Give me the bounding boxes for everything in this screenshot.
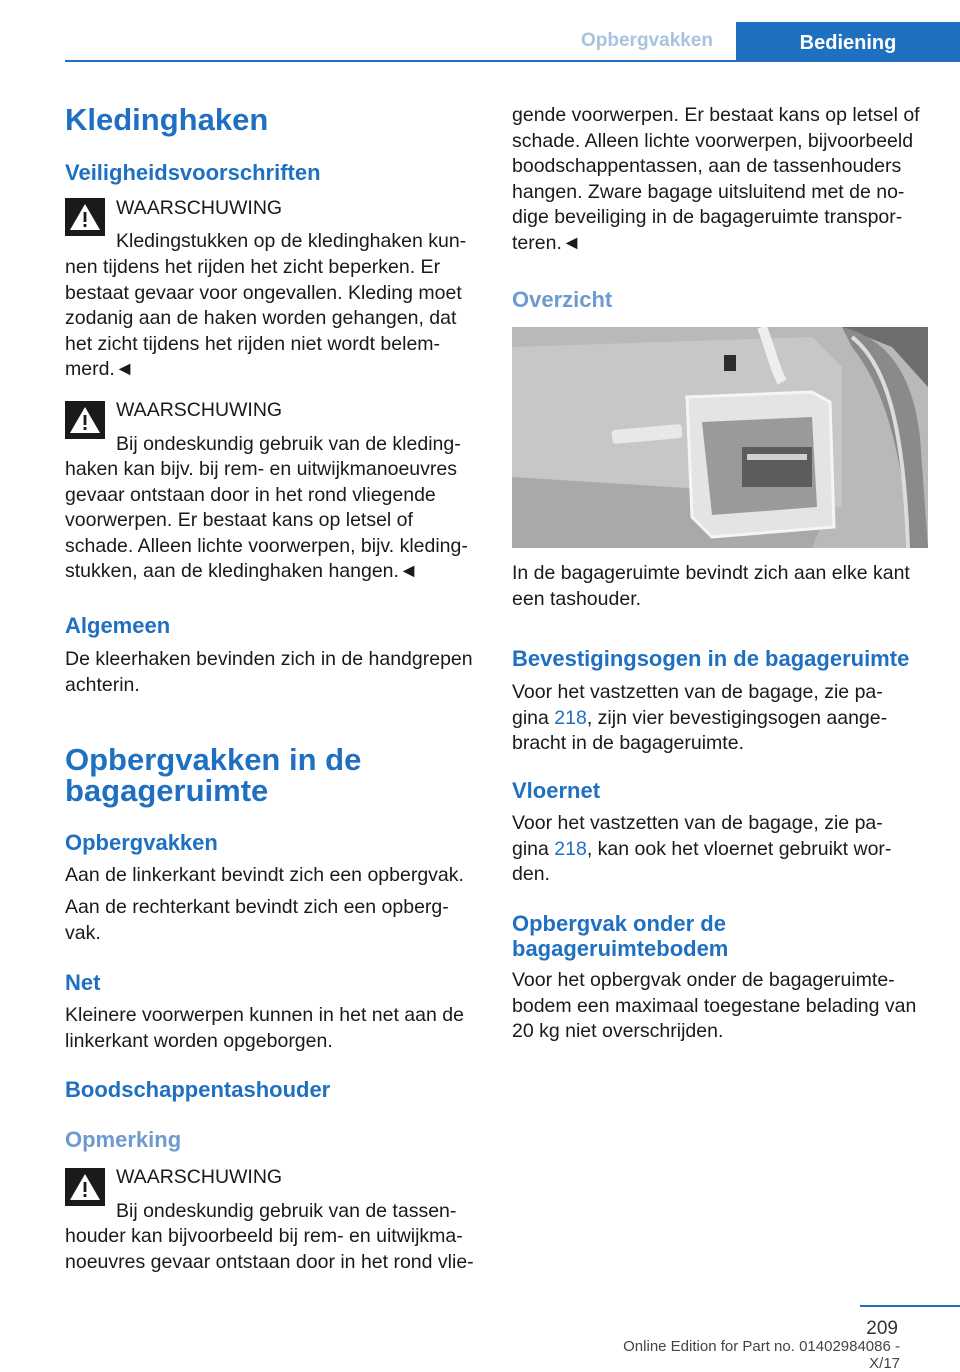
- paragraph-text: , zijn vier bevestigingsogen aange-bracht in de bagageruimte.: [512, 706, 888, 754]
- paragraph-opbergvakken-1: Aan de linkerkant bevindt zich een opbergvak.: [65, 864, 464, 886]
- page-number: 209: [866, 1318, 898, 1339]
- heading-opbergvak-onder-line1: Opbergvak onder de: [512, 911, 726, 936]
- heading-boodschappentashouder: Boodschappentashouder: [65, 1077, 331, 1102]
- heading-opbergvakken: Opbergvakken: [65, 830, 218, 855]
- warning-title: WAARSCHUWING: [116, 399, 283, 421]
- warning-text: haken kan bijv. bij rem- en uitwijkmanoeuvres gevaar ontstaan door in het rond vliegende voorwerpen. Er bestaat kans op letsel of schade. Alleen lichte voorwerpen, bijv. kleding-stukken, aan de kledinghaken hangen.◄: [65, 458, 468, 582]
- paragraph-opbergvak-onder: Voor het opbergvak onder de bagageruimte-bodem een maximaal toegestane belading van 20 kg niet overschrijden.: [512, 969, 917, 1042]
- trunk-interior-photo: [512, 327, 928, 548]
- warning-text-first-line: Bij ondeskundig gebruik van de kleding-: [116, 433, 461, 455]
- photo-caption: In de bagageruimte bevindt zich aan elke kant een tashouder.: [512, 562, 910, 610]
- paragraph-opbergvakken-2: Aan de rechterkant bevindt zich een opberg-vak.: [65, 896, 449, 944]
- warning-text: houder kan bijvoorbeeld bij rem- en uitwijkma-noeuvres gevaar ontstaan door in het rond vlie-: [65, 1225, 474, 1273]
- warning-icon: [65, 401, 105, 439]
- warning-title: WAARSCHUWING: [116, 1166, 283, 1188]
- warning-text: nen tijdens het rijden het zicht beperken. Er bestaat gevaar voor ongevallen. Kleding moet zodanig aan de haken worden gehangen, dat het zicht tijdens het rijden niet wordt belem-merd.◄: [65, 256, 462, 380]
- heading-opbergvakken-in-de-bagageruimte-line2: bagageruimte: [65, 773, 269, 808]
- warning-icon: [65, 1168, 105, 1206]
- warning-text-first-line: Bij ondeskundig gebruik van de tassen-: [116, 1200, 457, 1222]
- paragraph-text: , kan ook het vloernet gebruikt wor-den.: [512, 837, 892, 885]
- paragraph-algemeen: De kleerhaken bevinden zich in de handgrepen achterin.: [65, 648, 473, 696]
- paragraph-warning-continued: gende voorwerpen. Er bestaat kans op letsel of schade. Alleen lichte voorwerpen, bijvoorbeeld boodschappentassen, aan de tassenhouders hangen. Zware bagage uitsluitend met de no-dige beveiliging in de bagageruimte transpor-teren.◄: [512, 104, 920, 254]
- warning-text-first-line: Kledingstukken op de kledinghaken kun-: [116, 230, 467, 252]
- warning-title: WAARSCHUWING: [116, 197, 283, 219]
- heading-bevestigingsogen: Bevestigingsogen in de bagageruimte: [512, 646, 910, 671]
- heading-opbergvak-onder-line2: bagageruimtebodem: [512, 936, 729, 961]
- page-link-218[interactable]: 218: [554, 706, 587, 729]
- heading-overzicht: Overzicht: [512, 287, 613, 312]
- header-tab-bediening[interactable]: Bediening: [736, 22, 960, 62]
- paragraph-net: Kleinere voorwerpen kunnen in het net aan de linkerkant worden opgeborgen.: [65, 1004, 464, 1052]
- heading-opbergvakken-in-de-bagageruimte-line1: Opbergvakken in de: [65, 742, 362, 777]
- edition-footer: Online Edition for Part no. 01402984086 - X/17: [623, 1338, 900, 1372]
- heading-kledinghaken: Kledinghaken: [65, 102, 269, 137]
- page-link-218[interactable]: 218: [554, 837, 587, 860]
- heading-vloernet: Vloernet: [512, 778, 601, 803]
- header-section-label: Opbergvakken: [581, 30, 713, 51]
- warning-icon: [65, 198, 105, 236]
- heading-algemeen: Algemeen: [65, 613, 171, 638]
- heading-net: Net: [65, 970, 101, 995]
- heading-opmerking: Opmerking: [65, 1127, 182, 1152]
- paragraph-text: Voor het vastzetten van de bagage, zie pa-gina: [512, 812, 883, 860]
- footer-rule: [860, 1305, 960, 1307]
- heading-veiligheidsvoorschriften: Veiligheidsvoorschriften: [65, 160, 321, 185]
- paragraph-text: Voor het vastzetten van de bagage, zie pa-gina: [512, 681, 883, 729]
- header-rule: [65, 60, 960, 62]
- paragraph-vloernet: [512, 811, 912, 888]
- paragraph-bevestigingsogen: [512, 680, 912, 757]
